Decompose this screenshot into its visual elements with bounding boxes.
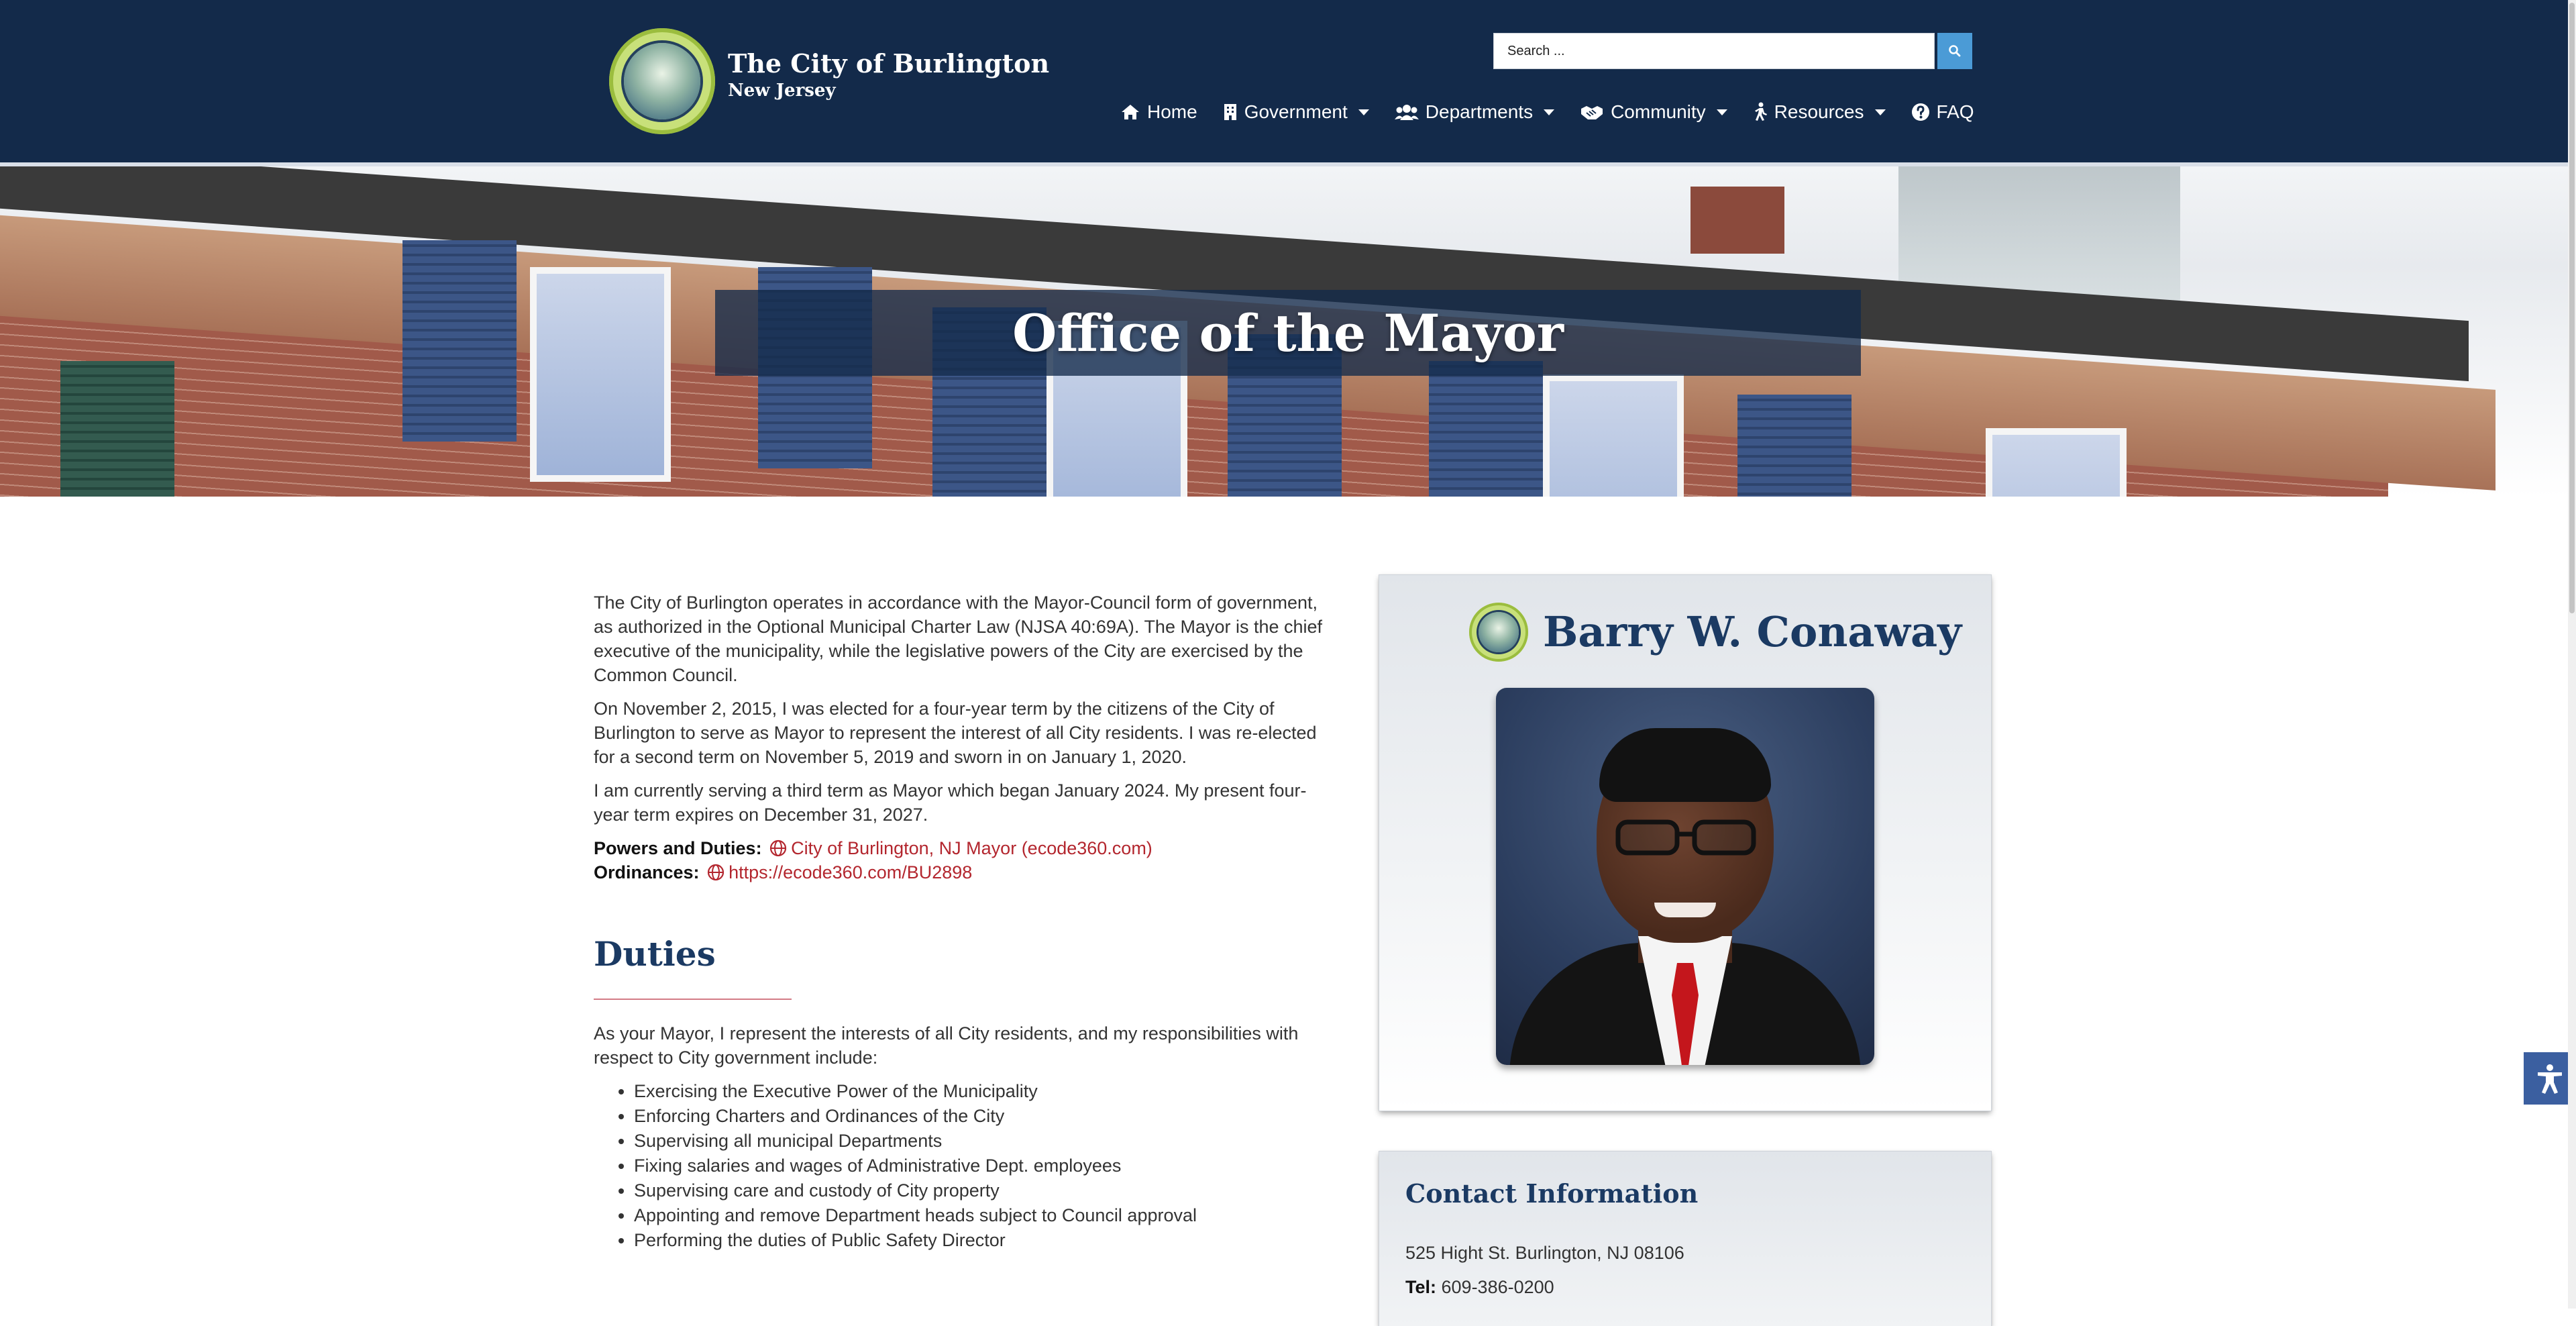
question-circle-icon (1911, 103, 1930, 121)
hero-window (1986, 428, 2127, 497)
nav-departments-label: Departments (1425, 101, 1534, 122)
hero-window (1543, 374, 1684, 497)
duties-list (594, 1079, 1197, 1253)
list-item: • Supervising all municipal Departments (634, 1129, 1197, 1154)
contact-heading: Contact Information (1405, 1178, 1699, 1209)
hero-shutter (402, 240, 517, 442)
list-item: • Fixing salaries and wages of Administrative Dept. employees (634, 1154, 1197, 1178)
mayor-portrait (1496, 688, 1874, 1065)
person-walking-icon (1753, 102, 1768, 122)
nav-resources[interactable] (1753, 101, 1886, 123)
users-icon (1395, 103, 1419, 121)
duties-heading: Duties (594, 934, 716, 974)
nav-home[interactable] (1120, 101, 1197, 123)
nav-government[interactable] (1223, 101, 1369, 123)
main-navigation (1120, 98, 1974, 126)
city-seal-icon (1469, 603, 1528, 662)
nav-faq-label: FAQ (1936, 101, 1974, 122)
powers-duties-label: Powers and Duties: (594, 838, 762, 858)
hero-shutter (1429, 361, 1543, 497)
building-icon (1223, 103, 1238, 121)
nav-government-label: Government (1244, 101, 1348, 122)
site-title[interactable]: The City of Burlington (728, 48, 1050, 79)
nav-community[interactable] (1580, 101, 1727, 123)
search-button[interactable] (1937, 33, 1972, 69)
chevron-down-icon (1544, 109, 1554, 115)
list-item: • Performing the duties of Public Safety Director (634, 1228, 1197, 1253)
intro-paragraph-1: The City of Burlington operates in accordance with the Mayor-Council form of government, as authorized in the Optional Municipal Charter Law (NJSA 40:69A). The Mayor is the chief executive of the municipality, while the legislative powers of the City are exercised by the Common Council. (594, 593, 1323, 685)
ordinances-row (594, 860, 1333, 884)
list-item: • Exercising the Executive Power of the Municipality (634, 1079, 1197, 1104)
site-subtitle: New Jersey (728, 81, 836, 101)
hero-chimney-small (1690, 187, 1784, 254)
accessibility-icon (2534, 1062, 2566, 1094)
duties-intro: As your Mayor, I represent the interests of all City residents, and my responsibilities with respect to City government include: (594, 1023, 1299, 1068)
intro-paragraph-3: I am currently serving a third term as Mayor which began January 2024. My present four-year term expires on December 31, 2027. (594, 780, 1307, 825)
contact-card (1379, 1152, 1991, 1326)
duties-divider (594, 999, 792, 1000)
powers-duties-link[interactable]: City of Burlington, NJ Mayor (ecode360.com) (791, 838, 1152, 858)
nav-community-label: Community (1611, 101, 1706, 122)
globe-icon (707, 864, 724, 881)
chevron-down-icon (1875, 109, 1886, 115)
hero-window (530, 267, 671, 482)
handshake-icon (1580, 103, 1604, 121)
nav-departments[interactable] (1395, 101, 1554, 123)
list-item: • Appointing and remove Department heads subject to Council approval (634, 1203, 1197, 1228)
contact-phone-number[interactable]: 609-386-0200 (1441, 1277, 1554, 1297)
hero-shutter (1737, 395, 1851, 497)
portrait-smile (1654, 903, 1716, 917)
nav-home-label: Home (1147, 101, 1197, 122)
hero-shutter (60, 361, 174, 497)
contact-phone-label: Tel: (1405, 1277, 1436, 1297)
nav-resources-label: Resources (1774, 101, 1864, 122)
contact-address: 525 Hight St. Burlington, NJ 08106 (1405, 1243, 1684, 1263)
ordinances-label: Ordinances: (594, 862, 700, 882)
ordinances-link[interactable]: https://ecode360.com/BU2898 (729, 862, 973, 882)
city-seal-logo[interactable] (609, 28, 715, 134)
list-item: • Enforcing Charters and Ordinances of the City (634, 1104, 1197, 1129)
list-item: • Supervising care and custody of City property (634, 1178, 1197, 1203)
chevron-down-icon (1717, 109, 1727, 115)
portrait-glasses (1614, 815, 1758, 858)
search-input[interactable] (1493, 33, 1935, 69)
intro-section (594, 591, 1333, 884)
mayor-name: Barry W. Conaway (1543, 607, 1962, 656)
powers-duties-row (594, 836, 1333, 860)
page-scrollbar-thumb[interactable] (2569, 3, 2575, 613)
intro-paragraph-2: On November 2, 2015, I was elected for a four-year term by the citizens of the City of Burlington to serve as Mayor to represent the interest of all City residents. I was re-elected for a second term on November 5, 2019 and sworn in on January 1, 2020. (594, 699, 1317, 767)
city-seal-emblem (624, 43, 700, 119)
globe-icon (769, 839, 787, 857)
chevron-down-icon (1358, 109, 1369, 115)
page-title: Office of the Mayor (1012, 303, 1564, 363)
site-header (0, 0, 2576, 162)
city-seal-emblem (1479, 612, 1519, 652)
contact-phone (1405, 1277, 1554, 1298)
search-icon (1948, 44, 1962, 58)
home-icon (1120, 103, 1140, 121)
nav-faq[interactable] (1911, 101, 1974, 123)
portrait-hair (1599, 728, 1771, 802)
